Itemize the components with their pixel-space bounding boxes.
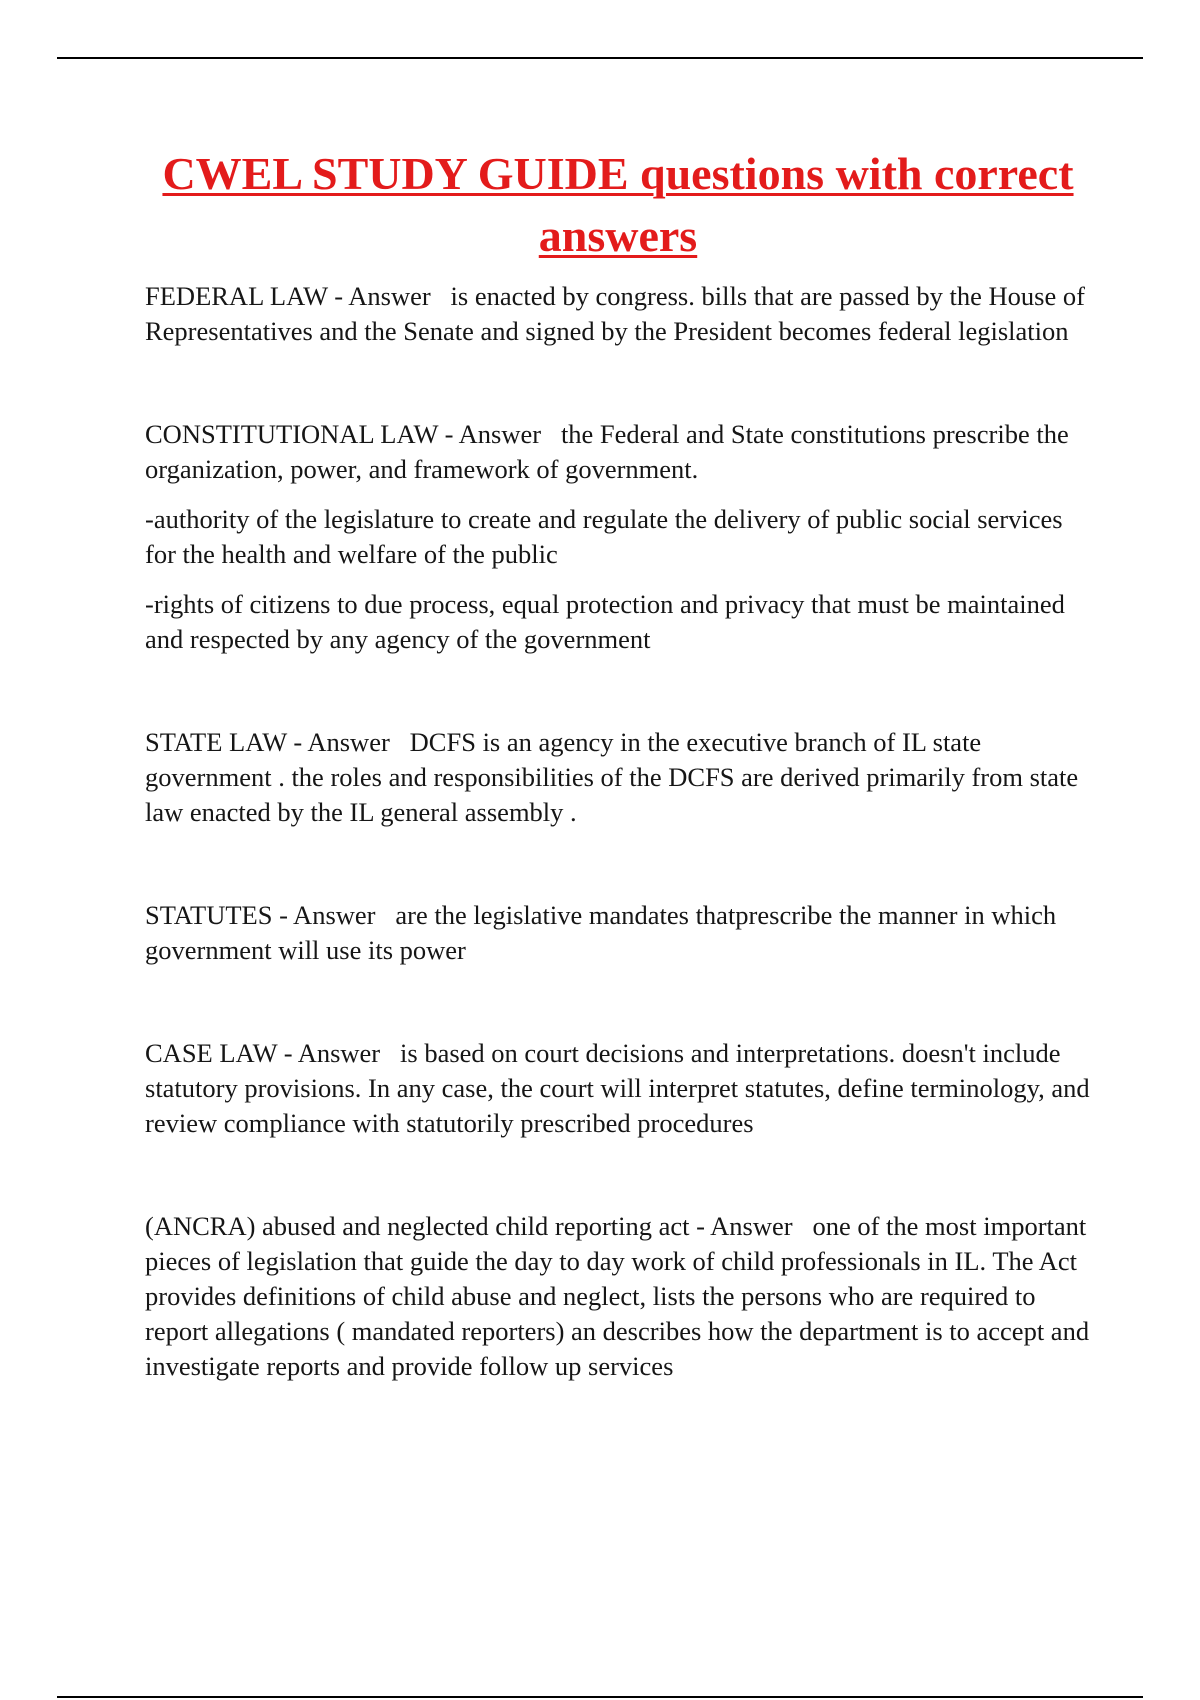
entry-ancra — [145, 1209, 1095, 1384]
entry-text — [145, 898, 1095, 968]
entry-text — [145, 279, 1095, 349]
entry-answer: is enacted by congress. bills that are passed by the House of Representatives and the Senate and signed by the President becomes federal legislation — [145, 281, 1085, 346]
entry-state-law — [145, 725, 1095, 830]
footer-rule — [57, 1696, 1143, 1698]
header-rule — [57, 57, 1143, 59]
entry-answer: are the legislative mandates thatprescribe the manner in which government will use its power — [145, 900, 1057, 965]
entry-sub-point: -authority of the legislature to create and regulate the delivery of public social services for the health and welfare of the public — [145, 504, 1063, 569]
document-title: CWEL STUDY GUIDE questions with correct answers — [162, 148, 1074, 261]
entry-term: CASE LAW - Answer — [145, 1038, 381, 1068]
entry-term: (ANCRA) abused and neglected child reporting act - Answer — [145, 1211, 793, 1241]
entry-answer: one of the most important pieces of legislation that guide the day to day work of child professionals in IL. The Act provides definitions of child abuse and neglect, lists the persons who are required to report allegations ( mandated reporters) an describes how the department is to accept and investigate reports and provide follow up services — [145, 1211, 1090, 1381]
entry-statutes — [145, 898, 1095, 968]
entry-term: STATE LAW - Answer — [145, 727, 390, 757]
entry-constitutional-law — [145, 417, 1095, 657]
entry-term: STATUTES - Answer — [145, 900, 376, 930]
entry-answer: the Federal and State constitutions prescribe the organization, power, and framework of government. — [145, 419, 1069, 484]
entry-federal-law — [145, 279, 1095, 349]
entry-term: FEDERAL LAW - Answer — [145, 281, 431, 311]
entry-answer: is based on court decisions and interpretations. doesn't include statutory provisions. In any case, the court will interpret statutes, define terminology, and review compliance with statutorily prescribed procedures — [145, 1038, 1090, 1138]
document-body — [145, 279, 1095, 1384]
entry-text — [145, 725, 1095, 830]
entry-text — [145, 417, 1095, 487]
entry-sub-point: -rights of citizens to due process, equal protection and privacy that must be maintained and respected by any agency of the government — [145, 589, 1065, 654]
entry-term: CONSTITUTIONAL LAW - Answer — [145, 419, 542, 449]
entry-answer: DCFS is an agency in the executive branch of IL state government . the roles and responsibilities of the DCFS are derived primarily from state law enacted by the IL general assembly . — [145, 727, 1079, 827]
entry-text — [145, 1036, 1095, 1141]
entry-text — [145, 1209, 1095, 1384]
entry-case-law — [145, 1036, 1095, 1141]
